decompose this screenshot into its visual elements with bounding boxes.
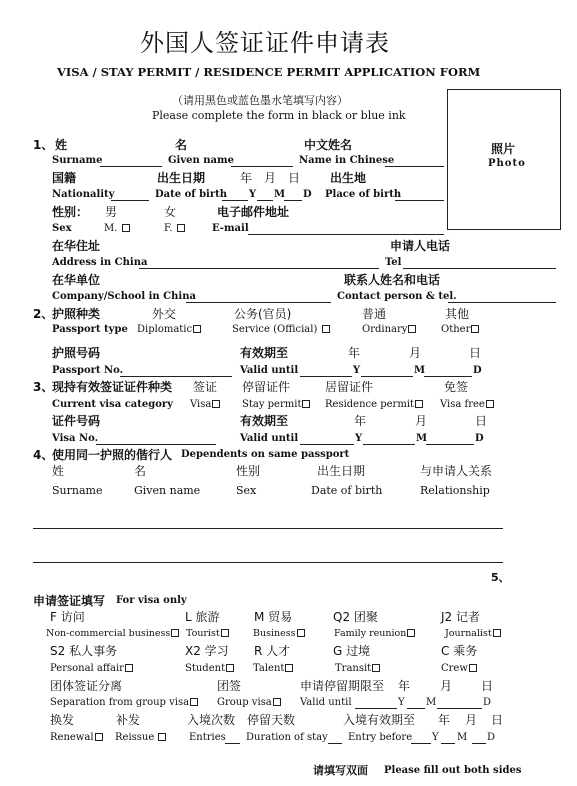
- diplomatic-label-en: Diplomatic: [137, 324, 193, 335]
- dob-year-field[interactable]: [222, 200, 248, 201]
- service-option[interactable]: [232, 325, 330, 335]
- duration-label-cn: 停留天数: [247, 713, 296, 727]
- photo-label-cn: 照片: [491, 142, 516, 156]
- entry-y-label: Y: [432, 732, 439, 743]
- contact-label-cn: 联系人姓名和电话: [344, 273, 441, 287]
- visa-j2-checkbox[interactable]: [493, 629, 501, 637]
- visa-j2-label-cn: J2 记者: [441, 610, 480, 624]
- visa-free-option[interactable]: [440, 400, 494, 410]
- visa-g-checkbox[interactable]: [372, 664, 380, 672]
- residence-option[interactable]: [325, 400, 423, 410]
- givenname-label-cn: 名: [175, 138, 188, 152]
- stay-checkbox[interactable]: [302, 400, 310, 408]
- dep-col-sex-cn: 性别: [236, 464, 261, 478]
- entries-label-cn: 入境次数: [187, 713, 236, 727]
- group-sep-checkbox[interactable]: [190, 698, 198, 706]
- cert-d-label: D: [475, 433, 484, 444]
- entry-before-label-en: Entry before: [348, 732, 413, 743]
- dep-col-givenname-en: Given name: [134, 484, 201, 497]
- visa-s2-option[interactable]: [50, 664, 133, 674]
- visa-no-label-en: Visa No.: [52, 433, 99, 444]
- stay-day-field[interactable]: [437, 708, 482, 709]
- stay-m-label: M: [426, 697, 437, 708]
- dob-y-label: Y: [249, 189, 257, 200]
- visa-m-option[interactable]: [253, 629, 305, 639]
- chinese-name-label-en: Name in Chinese: [299, 155, 395, 166]
- cert-y-label: Y: [355, 433, 363, 444]
- company-label-cn: 在华单位: [52, 273, 101, 287]
- visa-only-title-en: For visa only: [116, 595, 187, 606]
- other-label-cn: 其他: [445, 307, 470, 321]
- entry-before-month-field[interactable]: [441, 743, 455, 744]
- contact-label-en: Contact person & tel.: [337, 291, 457, 302]
- surname-label-en: Surname: [52, 155, 103, 166]
- stay-label-cn: 停留证件: [242, 380, 291, 394]
- visa-l-label-cn: L 旅游: [185, 610, 220, 624]
- stay-year-label-cn: 年: [398, 679, 411, 693]
- passport-type-label-cn: 护照种类: [52, 307, 101, 321]
- visa-s2-label-en: Personal affair: [50, 663, 124, 674]
- service-label-en: Service (Official): [232, 324, 318, 335]
- female-checkbox[interactable]: [177, 224, 185, 232]
- visa-f-checkbox[interactable]: [171, 629, 179, 637]
- visa-q2-label-cn: Q2 团聚: [333, 610, 378, 624]
- diplomatic-checkbox[interactable]: [193, 325, 201, 333]
- group-sep-label-en: Separation from group visa: [50, 697, 190, 708]
- section3-number: 3、: [33, 380, 54, 394]
- section5-number: 5、: [491, 571, 510, 584]
- dep-col-dob-en: Date of birth: [311, 484, 383, 497]
- address-field[interactable]: [139, 268, 379, 269]
- diplomatic-option[interactable]: [137, 325, 201, 335]
- diplomatic-label-cn: 外交: [152, 307, 177, 321]
- dep-col-relationship-en: Relationship: [420, 484, 490, 497]
- renewal-label-en: Renewal: [50, 732, 94, 743]
- entry-day-label-cn: 日: [491, 713, 504, 727]
- email-field[interactable]: [248, 234, 444, 235]
- reissue-checkbox[interactable]: [158, 733, 166, 741]
- visa-m-checkbox[interactable]: [297, 629, 305, 637]
- sex-label-cn: 性别：: [52, 205, 89, 219]
- visa-m-label-cn: M 贸易: [254, 610, 293, 624]
- group-sep-option[interactable]: [50, 698, 198, 708]
- passport-d-label: D: [473, 365, 482, 376]
- stay-y-label: Y: [398, 697, 405, 708]
- passport-y-label: Y: [353, 365, 361, 376]
- female-option[interactable]: [164, 224, 185, 234]
- day-label-cn: 日: [469, 346, 482, 360]
- visa-free-checkbox[interactable]: [486, 400, 494, 408]
- section2-number: 2、: [33, 307, 54, 321]
- visa-r-option[interactable]: [253, 664, 293, 674]
- chinese-name-field[interactable]: [385, 166, 444, 167]
- surname-label-cn: 姓: [55, 138, 68, 152]
- cert-day-label-cn: 日: [475, 414, 488, 428]
- passport-valid-day-field[interactable]: [424, 376, 472, 377]
- photo-label-en: Photo: [488, 158, 526, 169]
- visa-only-title-cn: 申请签证填写: [33, 594, 106, 608]
- entry-year-label-cn: 年: [438, 713, 451, 727]
- dependent-row-1[interactable]: [33, 528, 503, 529]
- free-label-cn: 免签: [444, 380, 469, 394]
- nationality-label-en: Nationality: [52, 189, 115, 200]
- pob-label-cn: 出生地: [330, 171, 367, 185]
- year-label-cn: 年: [348, 346, 361, 360]
- current-visa-label-cn: 现持有效签证证件种类: [52, 380, 173, 394]
- address-label-cn: 在华住址: [52, 239, 101, 253]
- stay-day-label-cn: 日: [481, 679, 494, 693]
- cert-month-label-cn: 月: [415, 414, 428, 428]
- stay-year-field[interactable]: [355, 708, 397, 709]
- group-visa-label-en: Group visa: [217, 697, 272, 708]
- renewal-checkbox[interactable]: [95, 733, 103, 741]
- visa-x2-checkbox[interactable]: [226, 664, 234, 672]
- passport-no-label-en: Passport No.: [52, 365, 124, 376]
- duration-field[interactable]: [328, 743, 342, 744]
- dependents-title-cn: 使用同一护照的偕行人: [52, 448, 173, 462]
- renewal-label-cn: 换发: [50, 713, 75, 727]
- address-label-en: Address in China: [52, 257, 148, 268]
- visa-free-label-en: Visa free: [440, 399, 485, 410]
- visa-r-label-en: Talent: [253, 663, 285, 674]
- visa-j2-label-en: Journalist: [445, 628, 492, 639]
- instruction-cn: （请用黑色或蓝色墨水笔填写内容）: [172, 94, 348, 107]
- stay-valid-until-label-en: Valid until: [300, 697, 352, 708]
- stay-month-field[interactable]: [407, 708, 425, 709]
- tel-field[interactable]: [403, 268, 556, 269]
- ordinary-label-cn: 普通: [362, 307, 387, 321]
- visa-l-checkbox[interactable]: [221, 629, 229, 637]
- dob-m-label: M: [274, 189, 286, 200]
- visa-c-label-cn: C 乘务: [441, 644, 478, 658]
- entries-field[interactable]: [225, 743, 240, 744]
- form-title-cn: 外国人签证证件申请表: [140, 29, 390, 57]
- visa-r-checkbox[interactable]: [285, 664, 293, 672]
- residence-label-cn: 居留证件: [325, 380, 374, 394]
- pob-label-en: Place of birth: [325, 189, 402, 200]
- visa-g-label-cn: G 过境: [333, 644, 371, 658]
- phone-label-cn: 申请人电话: [390, 239, 451, 253]
- passport-no-field[interactable]: [120, 376, 232, 377]
- footer-note-cn: 请填写双面: [313, 764, 368, 777]
- visa-l-option[interactable]: [186, 629, 229, 639]
- stay-label-en: Stay permit: [242, 399, 302, 410]
- passport-no-label-cn: 护照号码: [52, 346, 101, 360]
- dependent-row-2[interactable]: [33, 562, 503, 563]
- reissue-option[interactable]: [115, 733, 166, 743]
- month-label-cn: 月: [409, 346, 422, 360]
- female-label-cn: 女: [164, 205, 177, 219]
- dob-d-label: D: [303, 189, 312, 200]
- visa-r-label-cn: R 人才: [254, 644, 291, 658]
- visa-l-label-en: Tourist: [186, 628, 220, 639]
- visa-no-field[interactable]: [96, 444, 216, 445]
- stay-month-label-cn: 月: [440, 679, 453, 693]
- email-label-cn: 电子邮件地址: [217, 205, 290, 219]
- male-label-cn: 男: [105, 205, 118, 219]
- renewal-option[interactable]: [50, 733, 103, 743]
- visa-s2-label-cn: S2 私人事务: [50, 644, 118, 658]
- current-visa-label-en: Current visa category: [52, 399, 173, 410]
- service-label-cn: 公务(官员): [234, 307, 292, 321]
- ordinary-label-en: Ordinary: [362, 324, 408, 335]
- entries-label-en: Entries: [189, 732, 226, 743]
- passport-valid-year-field[interactable]: [300, 376, 352, 377]
- visa-x2-option[interactable]: [185, 664, 234, 674]
- reissue-label-cn: 补发: [116, 713, 141, 727]
- visa-option[interactable]: [190, 400, 220, 410]
- visa-q2-option[interactable]: [334, 629, 415, 639]
- dob-month-field[interactable]: [257, 200, 273, 201]
- residence-label-en: Residence permit: [325, 399, 415, 410]
- valid-until-label-en: Valid until: [240, 365, 299, 376]
- cert-m-label: M: [416, 433, 428, 444]
- section4-number: 4、: [33, 448, 54, 462]
- nationality-field[interactable]: [111, 200, 149, 201]
- dependents-title-en: Dependents on same passport: [181, 449, 350, 460]
- other-label-en: Other: [441, 324, 471, 335]
- section1-number: 1、: [33, 138, 54, 152]
- visa-x2-label-en: Student: [185, 663, 226, 674]
- entry-month-label-cn: 月: [465, 713, 478, 727]
- visa-f-label-cn: F 访问: [50, 610, 85, 624]
- dob-day-field[interactable]: [284, 200, 302, 201]
- givenname-field[interactable]: [231, 166, 293, 167]
- dob-label-cn: 出生日期: [157, 171, 206, 185]
- passport-valid-month-field[interactable]: [361, 376, 413, 377]
- male-label-en: M.: [104, 223, 118, 234]
- visa-c-checkbox[interactable]: [469, 664, 477, 672]
- visa-c-option[interactable]: [441, 664, 477, 674]
- visa-m-label-en: Business: [253, 628, 296, 639]
- dep-col-dob-cn: 出生日期: [317, 464, 366, 478]
- dep-col-surname-en: Surname: [52, 484, 103, 497]
- stay-d-label: D: [483, 697, 492, 708]
- visa-checkbox[interactable]: [212, 400, 220, 408]
- dep-col-relationship-cn: 与申请人关系: [420, 464, 493, 478]
- male-option[interactable]: [104, 224, 130, 234]
- visa-c-label-en: Crew: [441, 663, 468, 674]
- group-label-cn: 团签: [217, 679, 242, 693]
- stay-option[interactable]: [242, 400, 310, 410]
- ordinary-option[interactable]: [362, 325, 416, 335]
- cert-valid-day-field[interactable]: [426, 444, 474, 445]
- cert-valid-year-field[interactable]: [300, 444, 354, 445]
- passport-m-label: M: [414, 365, 426, 376]
- reissue-label-en: Reissue: [115, 732, 155, 743]
- valid-until-label-cn: 有效期至: [240, 346, 289, 360]
- givenname-label-en: Given name: [168, 155, 234, 166]
- dob-units-cn: 年 月 日: [240, 171, 301, 185]
- nationality-label-cn: 国籍: [52, 171, 77, 185]
- group-visa-checkbox[interactable]: [273, 698, 281, 706]
- contact-field[interactable]: [448, 302, 556, 303]
- service-checkbox[interactable]: [322, 325, 330, 333]
- cert-valid-until-label-cn: 有效期至: [240, 414, 289, 428]
- visa-x2-label-cn: X2 学习: [185, 644, 229, 658]
- visa-g-option[interactable]: [335, 664, 380, 674]
- group-visa-option[interactable]: [217, 698, 281, 708]
- chinese-name-label-cn: 中文姓名: [304, 138, 353, 152]
- ordinary-checkbox[interactable]: [408, 325, 416, 333]
- dob-label-en: Date of birth: [155, 189, 228, 200]
- cert-no-label-cn: 证件号码: [52, 414, 101, 428]
- instruction-en: Please complete the form in black or blue ink: [152, 109, 406, 122]
- visa-label-cn: 签证: [193, 380, 218, 394]
- surname-field[interactable]: [100, 166, 162, 167]
- visa-q2-label-en: Family reunion: [334, 628, 407, 639]
- visa-f-option[interactable]: [46, 629, 179, 639]
- dep-col-givenname-cn: 名: [134, 464, 147, 478]
- email-label-en: E-mail: [212, 223, 249, 234]
- group-sep-label-cn: 团体签证分离: [50, 679, 123, 693]
- stay-period-label-cn: 申请停留期限至: [300, 679, 385, 693]
- cert-valid-until-label-en: Valid until: [240, 433, 299, 444]
- entry-before-year-field[interactable]: [411, 743, 431, 744]
- dep-col-sex-en: Sex: [236, 484, 257, 497]
- visa-q2-checkbox[interactable]: [407, 629, 415, 637]
- visa-j2-option[interactable]: [445, 629, 501, 639]
- entry-before-day-field[interactable]: [472, 743, 486, 744]
- other-option[interactable]: [441, 325, 479, 335]
- cert-valid-month-field[interactable]: [363, 444, 415, 445]
- form-title-en: VISA / STAY PERMIT / RESIDENCE PERMIT APPLICATION FORM: [57, 65, 481, 79]
- company-label-en: Company/School in China: [52, 291, 196, 302]
- company-field[interactable]: [186, 302, 331, 303]
- entry-d-label: D: [487, 732, 496, 743]
- visa-s2-checkbox[interactable]: [125, 664, 133, 672]
- visa-label-en: Visa: [190, 399, 212, 410]
- visa-g-label-en: Transit: [335, 663, 372, 674]
- tel-label-en: Tel: [385, 257, 402, 268]
- pob-field[interactable]: [395, 200, 444, 201]
- residence-checkbox[interactable]: [415, 400, 423, 408]
- footer-note-en: Please fill out both sides: [384, 765, 522, 776]
- other-checkbox[interactable]: [471, 325, 479, 333]
- visa-f-label-en: Non-commercial business: [46, 628, 171, 639]
- passport-type-label-en: Passport type: [52, 324, 128, 335]
- entry-m-label: M: [457, 732, 468, 743]
- dep-col-surname-cn: 姓: [52, 464, 65, 478]
- duration-label-en: Duration of stay: [246, 732, 328, 743]
- sex-label-en: Sex: [52, 223, 72, 234]
- female-label-en: F.: [164, 223, 173, 234]
- entry-before-label-cn: 入境有效期至: [343, 713, 416, 727]
- male-checkbox[interactable]: [122, 224, 130, 232]
- cert-year-label-cn: 年: [354, 414, 367, 428]
